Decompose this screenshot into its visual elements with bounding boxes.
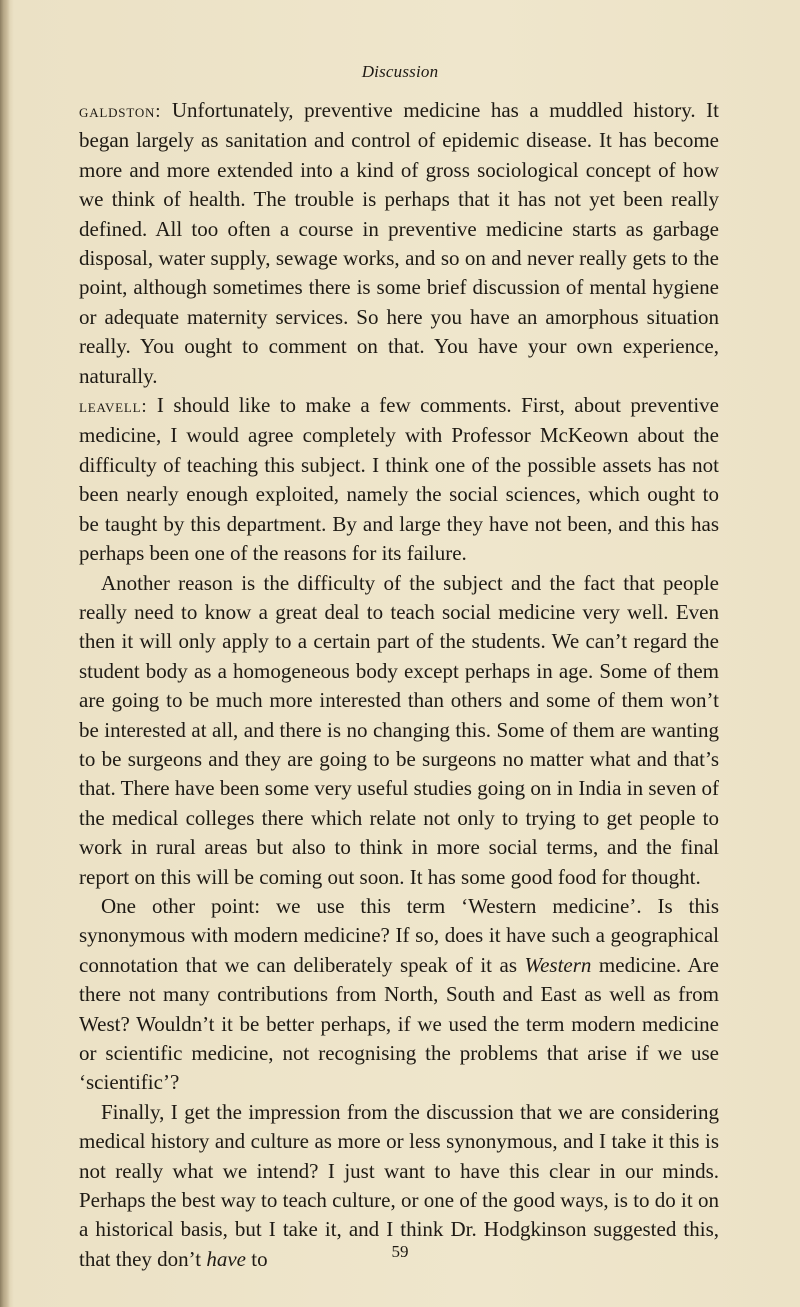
paragraph-text: Unfortunately, preventive medicine has a muddled history. It began largely as sanitation and control of epidemic disease. It has become more and more extended into a kind of gross sociological concept of how we think of health. The trouble is perhaps that it has not yet been really defined. All too often a course in preventive medicine starts as garbage disposal, water supply, sewage works, and so on and never really gets to the point, although sometimes there is some brief discussion of mental hygiene or adequate maternity services. So here you have an amorphous situation really. You ought to comment on that. You have your own experience, naturally. — [79, 98, 719, 388]
paragraph-text: I should like to make a few comments. First, about preventive medicine, I would agree completely with Professor McKeown about the difficulty of teaching this subject. I think one of the possible assets has not been nearly enough exploited, namely the social sciences, which ought to be taught by this department. By and large they have not been, and this has perhaps been one of the reasons for its failure. — [79, 393, 719, 566]
paragraph-text: medicine. Are there not many contributions from North, South and East as well as from West? Wouldn’t it be better perhaps, if we used the term modern medicine or scientific medicine, not recognising the problems that arise if we use ‘scientific’? — [79, 952, 719, 1095]
paragraph-text: One other point: we use this term ‘Western medicine’. Is this synonymous with modern medicine? If so, does it have such a geographical connotation that we can deliberately speak of it as — [79, 893, 719, 977]
page-number: 59 — [391, 1242, 409, 1261]
speaker-name: leavell: — [79, 396, 148, 418]
paragraph-western-medicine — [79, 892, 719, 1098]
running-header: Discussion — [361, 62, 439, 81]
paragraph-text: Another reason is the difficulty of the subject and the fact that people really need to know a great deal to teach social medicine very well. Even then it will only apply to a certain part of the students. We can’t regard the student body as a homogeneous body except perhaps in age. Some of them are going to be much more interested than others and some of them won’t be interested at all, and there is no changing this. Some of them are wanting to be surgeons and they are going to be surgeons no matter what and that’s that. There have been some very useful studies going on in India in seven of the medical colleges there which relate not only to trying to get people to work in rural areas but also to think in more social terms, and the final report on this will be coming out soon. It has some good food for thought. — [79, 570, 719, 889]
body-text — [79, 96, 719, 1274]
paragraph-another-reason — [79, 569, 719, 892]
speaker-name: galdston: — [79, 101, 162, 122]
emphasis-text: have — [206, 1246, 246, 1271]
paragraph-text: Finally, I get the impression from the discussion that we are considering medical history and culture as more or less synonymous, and I take it this is not really what we intend? I just want to have this clear in our minds. Perhaps the best way to teach culture, or one of the good ways, is to do it on a historical basis, but I take it, and I think Dr. Hodgkinson suggested this, that they don’t — [79, 1099, 719, 1271]
paragraph-leavell — [79, 391, 719, 568]
paragraph-galdston — [79, 96, 719, 391]
spine-shadow — [0, 0, 10, 1307]
emphasis-text: Western — [524, 952, 592, 977]
paragraph-text: to — [246, 1246, 268, 1271]
